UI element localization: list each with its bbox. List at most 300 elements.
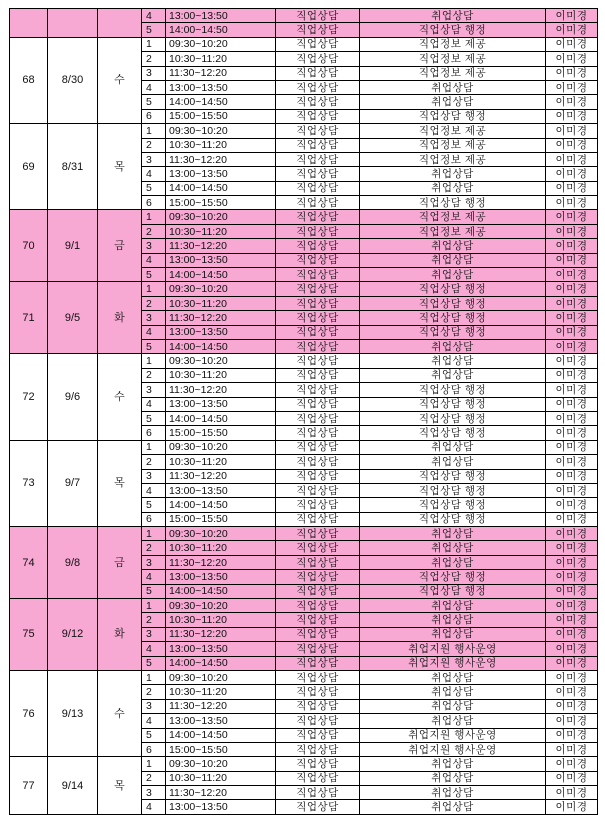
staff-cell: 이미경 [546,196,598,210]
time-cell: 09:30~10:20 [166,670,276,684]
date-cell: 9/5 [48,282,98,354]
type-cell: 직업상담 [276,383,360,397]
table-row [10,9,598,23]
session-number-cell: 3 [142,627,166,641]
type-cell: 직업상담 [276,181,360,195]
time-cell: 14:00~14:50 [166,95,276,109]
day-number-cell: 73 [10,440,48,526]
type-cell: 직업상담 [276,685,360,699]
time-cell: 14:00~14:50 [166,498,276,512]
content-cell: 취업상담 [360,95,546,109]
staff-cell: 이미경 [546,627,598,641]
content-cell: 직업정보 제공 [360,138,546,152]
type-cell: 직업상담 [276,656,360,670]
type-cell: 직업상담 [276,599,360,613]
date-cell: 9/8 [48,527,98,599]
type-cell: 직업상담 [276,527,360,541]
type-cell: 직업상담 [276,455,360,469]
session-number-cell: 3 [142,152,166,166]
type-cell: 직업상담 [276,440,360,454]
date-cell: 9/1 [48,210,98,282]
content-cell: 직업상담 행정 [360,411,546,425]
content-cell: 취업상담 [360,181,546,195]
day-number-cell: 76 [10,670,48,756]
type-cell: 직업상담 [276,368,360,382]
staff-cell: 이미경 [546,181,598,195]
staff-cell: 이미경 [546,66,598,80]
content-cell: 취업상담 [360,714,546,728]
staff-cell: 이미경 [546,124,598,138]
time-cell: 09:30~10:20 [166,757,276,771]
day-number-cell: 75 [10,599,48,671]
type-cell: 직업상담 [276,37,360,51]
session-number-cell: 2 [142,541,166,555]
time-cell: 09:30~10:20 [166,440,276,454]
content-cell: 취업상담 [360,253,546,267]
staff-cell: 이미경 [546,282,598,296]
staff-cell: 이미경 [546,80,598,94]
session-number-cell: 2 [142,368,166,382]
weekday-cell: 금 [98,527,142,599]
content-cell: 취업상담 [360,670,546,684]
day-group [10,37,598,123]
time-cell: 15:00~15:50 [166,426,276,440]
staff-cell: 이미경 [546,771,598,785]
content-cell: 직업정보 제공 [360,52,546,66]
content-cell: 취업지원 행사운영 [360,656,546,670]
type-cell: 직업상담 [276,800,360,814]
time-cell: 13:00~13:50 [166,800,276,814]
content-cell: 취업상담 [360,167,546,181]
session-number-cell: 2 [142,613,166,627]
staff-cell: 이미경 [546,786,598,800]
session-number-cell: 2 [142,296,166,310]
staff-cell: 이미경 [546,699,598,713]
staff-cell: 이미경 [546,368,598,382]
date-cell [48,9,98,38]
day-group [10,354,598,440]
time-cell: 13:00~13:50 [166,253,276,267]
day-number-cell: 69 [10,124,48,210]
type-cell: 직업상담 [276,354,360,368]
time-cell: 09:30~10:20 [166,527,276,541]
staff-cell: 이미경 [546,23,598,37]
type-cell: 직업상담 [276,786,360,800]
day-group [10,124,598,210]
content-cell: 직업상담 행정 [360,426,546,440]
type-cell: 직업상담 [276,714,360,728]
time-cell: 13:00~13:50 [166,80,276,94]
date-cell: 8/31 [48,124,98,210]
staff-cell: 이미경 [546,253,598,267]
session-number-cell: 4 [142,642,166,656]
type-cell: 직업상담 [276,469,360,483]
content-cell: 취업상담 [360,268,546,282]
session-number-cell: 1 [142,282,166,296]
type-cell: 직업상담 [276,570,360,584]
type-cell: 직업상담 [276,325,360,339]
type-cell: 직업상담 [276,268,360,282]
content-cell: 직업상담 행정 [360,325,546,339]
session-number-cell: 2 [142,52,166,66]
table-row [10,124,598,138]
session-number-cell: 2 [142,224,166,238]
staff-cell: 이미경 [546,714,598,728]
day-group [10,440,598,526]
session-number-cell: 1 [142,670,166,684]
day-group [10,282,598,354]
type-cell: 직업상담 [276,742,360,756]
table-row [10,757,598,771]
type-cell: 직업상담 [276,95,360,109]
content-cell: 취업상담 [360,613,546,627]
staff-cell: 이미경 [546,483,598,497]
type-cell: 직업상담 [276,339,360,353]
type-cell: 직업상담 [276,23,360,37]
content-cell: 취업상담 [360,555,546,569]
type-cell: 직업상담 [276,397,360,411]
type-cell: 직업상담 [276,296,360,310]
session-number-cell: 4 [142,325,166,339]
type-cell: 직업상담 [276,771,360,785]
time-cell: 09:30~10:20 [166,282,276,296]
content-cell: 취업상담 [360,368,546,382]
staff-cell: 이미경 [546,570,598,584]
table-row [10,599,598,613]
time-cell: 10:30~11:20 [166,771,276,785]
time-cell: 11:30~12:20 [166,555,276,569]
content-cell: 직업정보 제공 [360,210,546,224]
weekday-cell: 목 [98,757,142,815]
type-cell: 직업상담 [276,9,360,23]
type-cell: 직업상담 [276,239,360,253]
time-cell: 10:30~11:20 [166,368,276,382]
content-cell: 직업상담 행정 [360,196,546,210]
session-number-cell: 3 [142,469,166,483]
staff-cell: 이미경 [546,498,598,512]
content-cell: 취업상담 [360,527,546,541]
time-cell: 10:30~11:20 [166,455,276,469]
time-cell: 15:00~15:50 [166,742,276,756]
session-number-cell: 1 [142,210,166,224]
staff-cell: 이미경 [546,670,598,684]
type-cell: 직업상담 [276,728,360,742]
staff-cell: 이미경 [546,555,598,569]
staff-cell: 이미경 [546,325,598,339]
staff-cell: 이미경 [546,800,598,814]
session-number-cell: 6 [142,426,166,440]
staff-cell: 이미경 [546,426,598,440]
content-cell: 취업상담 [360,339,546,353]
content-cell: 취업지원 행사운영 [360,742,546,756]
time-cell: 11:30~12:20 [166,152,276,166]
staff-cell: 이미경 [546,383,598,397]
time-cell: 10:30~11:20 [166,138,276,152]
content-cell: 취업지원 행사운영 [360,642,546,656]
session-number-cell: 4 [142,570,166,584]
weekday-cell [98,9,142,38]
content-cell: 취업상담 [360,354,546,368]
type-cell: 직업상담 [276,483,360,497]
day-group [10,757,598,815]
content-cell: 직업상담 행정 [360,469,546,483]
staff-cell: 이미경 [546,584,598,598]
type-cell: 직업상담 [276,627,360,641]
session-number-cell: 6 [142,109,166,123]
type-cell: 직업상담 [276,311,360,325]
type-cell: 직업상담 [276,109,360,123]
time-cell: 10:30~11:20 [166,613,276,627]
content-cell: 직업정보 제공 [360,152,546,166]
session-number-cell: 5 [142,268,166,282]
session-number-cell: 3 [142,239,166,253]
content-cell: 취업상담 [360,800,546,814]
session-number-cell: 6 [142,512,166,526]
content-cell: 취업상담 [360,599,546,613]
type-cell: 직업상담 [276,498,360,512]
session-number-cell: 5 [142,656,166,670]
staff-cell: 이미경 [546,397,598,411]
type-cell: 직업상담 [276,167,360,181]
session-number-cell: 3 [142,555,166,569]
date-cell: 9/13 [48,670,98,756]
session-number-cell: 5 [142,411,166,425]
type-cell: 직업상담 [276,699,360,713]
session-number-cell: 3 [142,786,166,800]
staff-cell: 이미경 [546,742,598,756]
table-row [10,354,598,368]
content-cell: 직업상담 행정 [360,282,546,296]
session-number-cell: 1 [142,527,166,541]
time-cell: 13:00~13:50 [166,570,276,584]
staff-cell: 이미경 [546,37,598,51]
content-cell: 취업상담 [360,9,546,23]
content-cell: 직업상담 행정 [360,483,546,497]
time-cell: 11:30~12:20 [166,311,276,325]
type-cell: 직업상담 [276,124,360,138]
time-cell: 10:30~11:20 [166,296,276,310]
staff-cell: 이미경 [546,354,598,368]
table-row [10,210,598,224]
content-cell: 직업상담 행정 [360,23,546,37]
day-number-cell: 74 [10,527,48,599]
type-cell: 직업상담 [276,253,360,267]
session-number-cell: 4 [142,800,166,814]
session-number-cell: 5 [142,728,166,742]
staff-cell: 이미경 [546,469,598,483]
weekday-cell: 금 [98,210,142,282]
time-cell: 11:30~12:20 [166,469,276,483]
staff-cell: 이미경 [546,210,598,224]
type-cell: 직업상담 [276,80,360,94]
content-cell: 취업상담 [360,771,546,785]
schedule-table [9,8,598,815]
type-cell: 직업상담 [276,757,360,771]
type-cell: 직업상담 [276,512,360,526]
session-number-cell: 5 [142,339,166,353]
staff-cell: 이미경 [546,440,598,454]
session-number-cell: 4 [142,253,166,267]
time-cell: 13:00~13:50 [166,483,276,497]
session-number-cell: 1 [142,354,166,368]
time-cell: 10:30~11:20 [166,685,276,699]
type-cell: 직업상담 [276,210,360,224]
content-cell: 취업상담 [360,455,546,469]
day-group [10,210,598,282]
session-number-cell: 5 [142,584,166,598]
time-cell: 13:00~13:50 [166,642,276,656]
content-cell: 직업정보 제공 [360,224,546,238]
weekday-cell: 수 [98,670,142,756]
time-cell: 10:30~11:20 [166,52,276,66]
weekday-cell: 수 [98,37,142,123]
content-cell: 직업상담 행정 [360,296,546,310]
time-cell: 09:30~10:20 [166,599,276,613]
staff-cell: 이미경 [546,311,598,325]
weekday-cell: 수 [98,354,142,440]
session-number-cell: 3 [142,311,166,325]
time-cell: 09:30~10:20 [166,124,276,138]
session-number-cell: 3 [142,66,166,80]
date-cell: 9/14 [48,757,98,815]
staff-cell: 이미경 [546,512,598,526]
staff-cell: 이미경 [546,599,598,613]
session-number-cell: 5 [142,23,166,37]
day-number-cell [10,9,48,38]
day-number-cell: 71 [10,282,48,354]
day-number-cell: 77 [10,757,48,815]
staff-cell: 이미경 [546,268,598,282]
staff-cell: 이미경 [546,9,598,23]
time-cell: 09:30~10:20 [166,37,276,51]
type-cell: 직업상담 [276,52,360,66]
weekday-cell: 화 [98,282,142,354]
day-group [10,670,598,756]
content-cell: 직업상담 행정 [360,498,546,512]
time-cell: 13:00~13:50 [166,714,276,728]
content-cell: 직업상담 행정 [360,109,546,123]
content-cell: 취업상담 [360,541,546,555]
content-cell: 직업상담 행정 [360,584,546,598]
session-number-cell: 5 [142,498,166,512]
content-cell: 취업상담 [360,757,546,771]
type-cell: 직업상담 [276,555,360,569]
table-row [10,37,598,51]
type-cell: 직업상담 [276,66,360,80]
day-group [10,527,598,599]
type-cell: 직업상담 [276,642,360,656]
content-cell: 취업상담 [360,685,546,699]
time-cell: 14:00~14:50 [166,728,276,742]
time-cell: 14:00~14:50 [166,339,276,353]
day-group [10,9,598,38]
session-number-cell: 2 [142,685,166,699]
time-cell: 09:30~10:20 [166,354,276,368]
content-cell: 취업상담 [360,786,546,800]
table-row [10,670,598,684]
type-cell: 직업상담 [276,152,360,166]
session-number-cell: 4 [142,9,166,23]
date-cell: 9/7 [48,440,98,526]
session-number-cell: 4 [142,483,166,497]
session-number-cell: 6 [142,196,166,210]
staff-cell: 이미경 [546,152,598,166]
content-cell: 취업상담 [360,699,546,713]
content-cell: 취업상담 [360,440,546,454]
staff-cell: 이미경 [546,109,598,123]
staff-cell: 이미경 [546,613,598,627]
time-cell: 14:00~14:50 [166,23,276,37]
time-cell: 13:00~13:50 [166,167,276,181]
type-cell: 직업상담 [276,282,360,296]
time-cell: 13:00~13:50 [166,9,276,23]
time-cell: 14:00~14:50 [166,584,276,598]
staff-cell: 이미경 [546,52,598,66]
staff-cell: 이미경 [546,138,598,152]
staff-cell: 이미경 [546,455,598,469]
session-number-cell: 2 [142,455,166,469]
content-cell: 직업상담 행정 [360,311,546,325]
content-cell: 직업상담 행정 [360,397,546,411]
session-number-cell: 4 [142,167,166,181]
date-cell: 8/30 [48,37,98,123]
staff-cell: 이미경 [546,728,598,742]
type-cell: 직업상담 [276,613,360,627]
session-number-cell: 3 [142,383,166,397]
weekday-cell: 화 [98,599,142,671]
time-cell: 10:30~11:20 [166,541,276,555]
date-cell: 9/12 [48,599,98,671]
weekday-cell: 목 [98,440,142,526]
type-cell: 직업상담 [276,584,360,598]
time-cell: 14:00~14:50 [166,656,276,670]
staff-cell: 이미경 [546,296,598,310]
time-cell: 11:30~12:20 [166,66,276,80]
day-number-cell: 72 [10,354,48,440]
table-row [10,440,598,454]
staff-cell: 이미경 [546,685,598,699]
time-cell: 13:00~13:50 [166,325,276,339]
time-cell: 11:30~12:20 [166,786,276,800]
time-cell: 11:30~12:20 [166,239,276,253]
staff-cell: 이미경 [546,656,598,670]
session-number-cell: 5 [142,181,166,195]
day-number-cell: 70 [10,210,48,282]
session-number-cell: 4 [142,397,166,411]
type-cell: 직업상담 [276,224,360,238]
content-cell: 취업상담 [360,627,546,641]
session-number-cell: 1 [142,599,166,613]
content-cell: 직업상담 행정 [360,512,546,526]
content-cell: 취업상담 [360,239,546,253]
table-row [10,282,598,296]
session-number-cell: 2 [142,138,166,152]
session-number-cell: 1 [142,757,166,771]
session-number-cell: 1 [142,124,166,138]
type-cell: 직업상담 [276,196,360,210]
type-cell: 직업상담 [276,426,360,440]
session-number-cell: 1 [142,440,166,454]
type-cell: 직업상담 [276,670,360,684]
session-number-cell: 3 [142,699,166,713]
staff-cell: 이미경 [546,239,598,253]
session-number-cell: 4 [142,714,166,728]
content-cell: 취업상담 [360,80,546,94]
staff-cell: 이미경 [546,541,598,555]
content-cell: 직업정보 제공 [360,124,546,138]
content-cell: 직업정보 제공 [360,37,546,51]
time-cell: 15:00~15:50 [166,196,276,210]
